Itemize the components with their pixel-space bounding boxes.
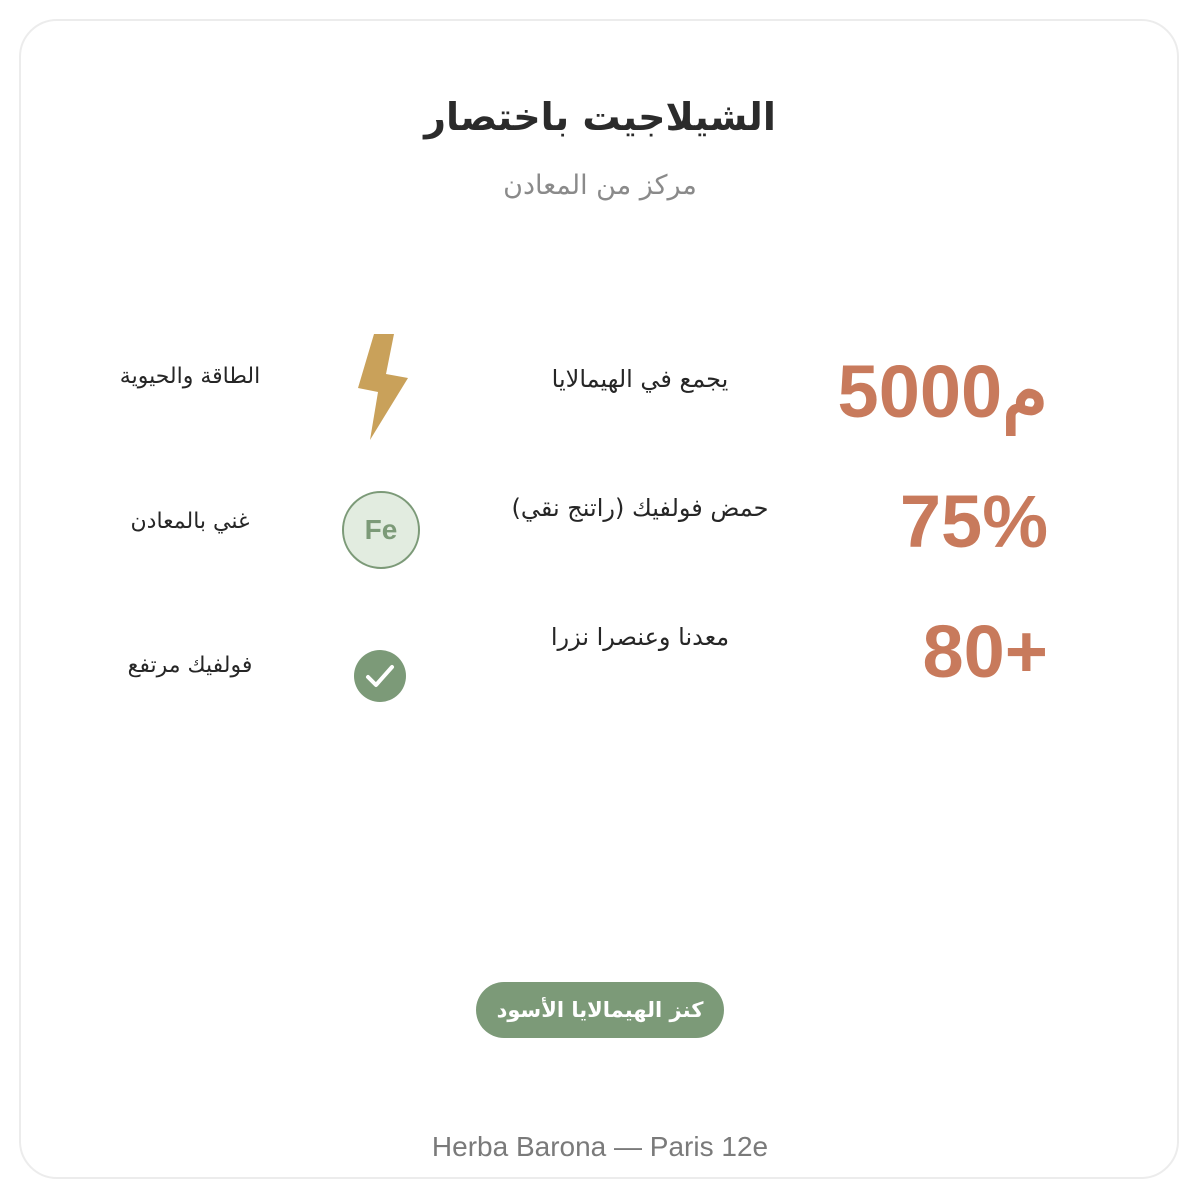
page-title: الشيلاجيت باختصار xyxy=(424,95,776,139)
tagline-badge: كنز الهيمالايا الأسود xyxy=(476,982,724,1038)
lightning-bolt-icon xyxy=(352,332,410,442)
stat-value-fulvic: 75% xyxy=(899,480,1048,563)
page-subtitle: مركز من المعادن xyxy=(503,170,697,201)
stat-value-altitude: 5000م xyxy=(837,350,1048,433)
iron-fe-badge-text: Fe xyxy=(364,514,398,545)
stat-value-minerals: 80+ xyxy=(922,610,1048,693)
stat-label-altitude: يجمع في الهيمالايا xyxy=(551,365,729,393)
feature-label-fulvic: فولفيك مرتفع xyxy=(127,653,253,678)
stat-label-minerals: معدنا وعنصرا نزرا xyxy=(550,623,730,651)
footer-brand: Herba Barona — Paris 12e xyxy=(431,1131,769,1162)
stat-label-fulvic: حمض فولفيك (راتنج نقي) xyxy=(511,494,769,522)
check-circle-icon xyxy=(353,649,407,703)
feature-label-energy: الطاقة والحيوية xyxy=(119,364,261,389)
iron-fe-badge-icon xyxy=(342,491,420,569)
feature-label-minerals: غني بالمعادن xyxy=(130,509,250,534)
